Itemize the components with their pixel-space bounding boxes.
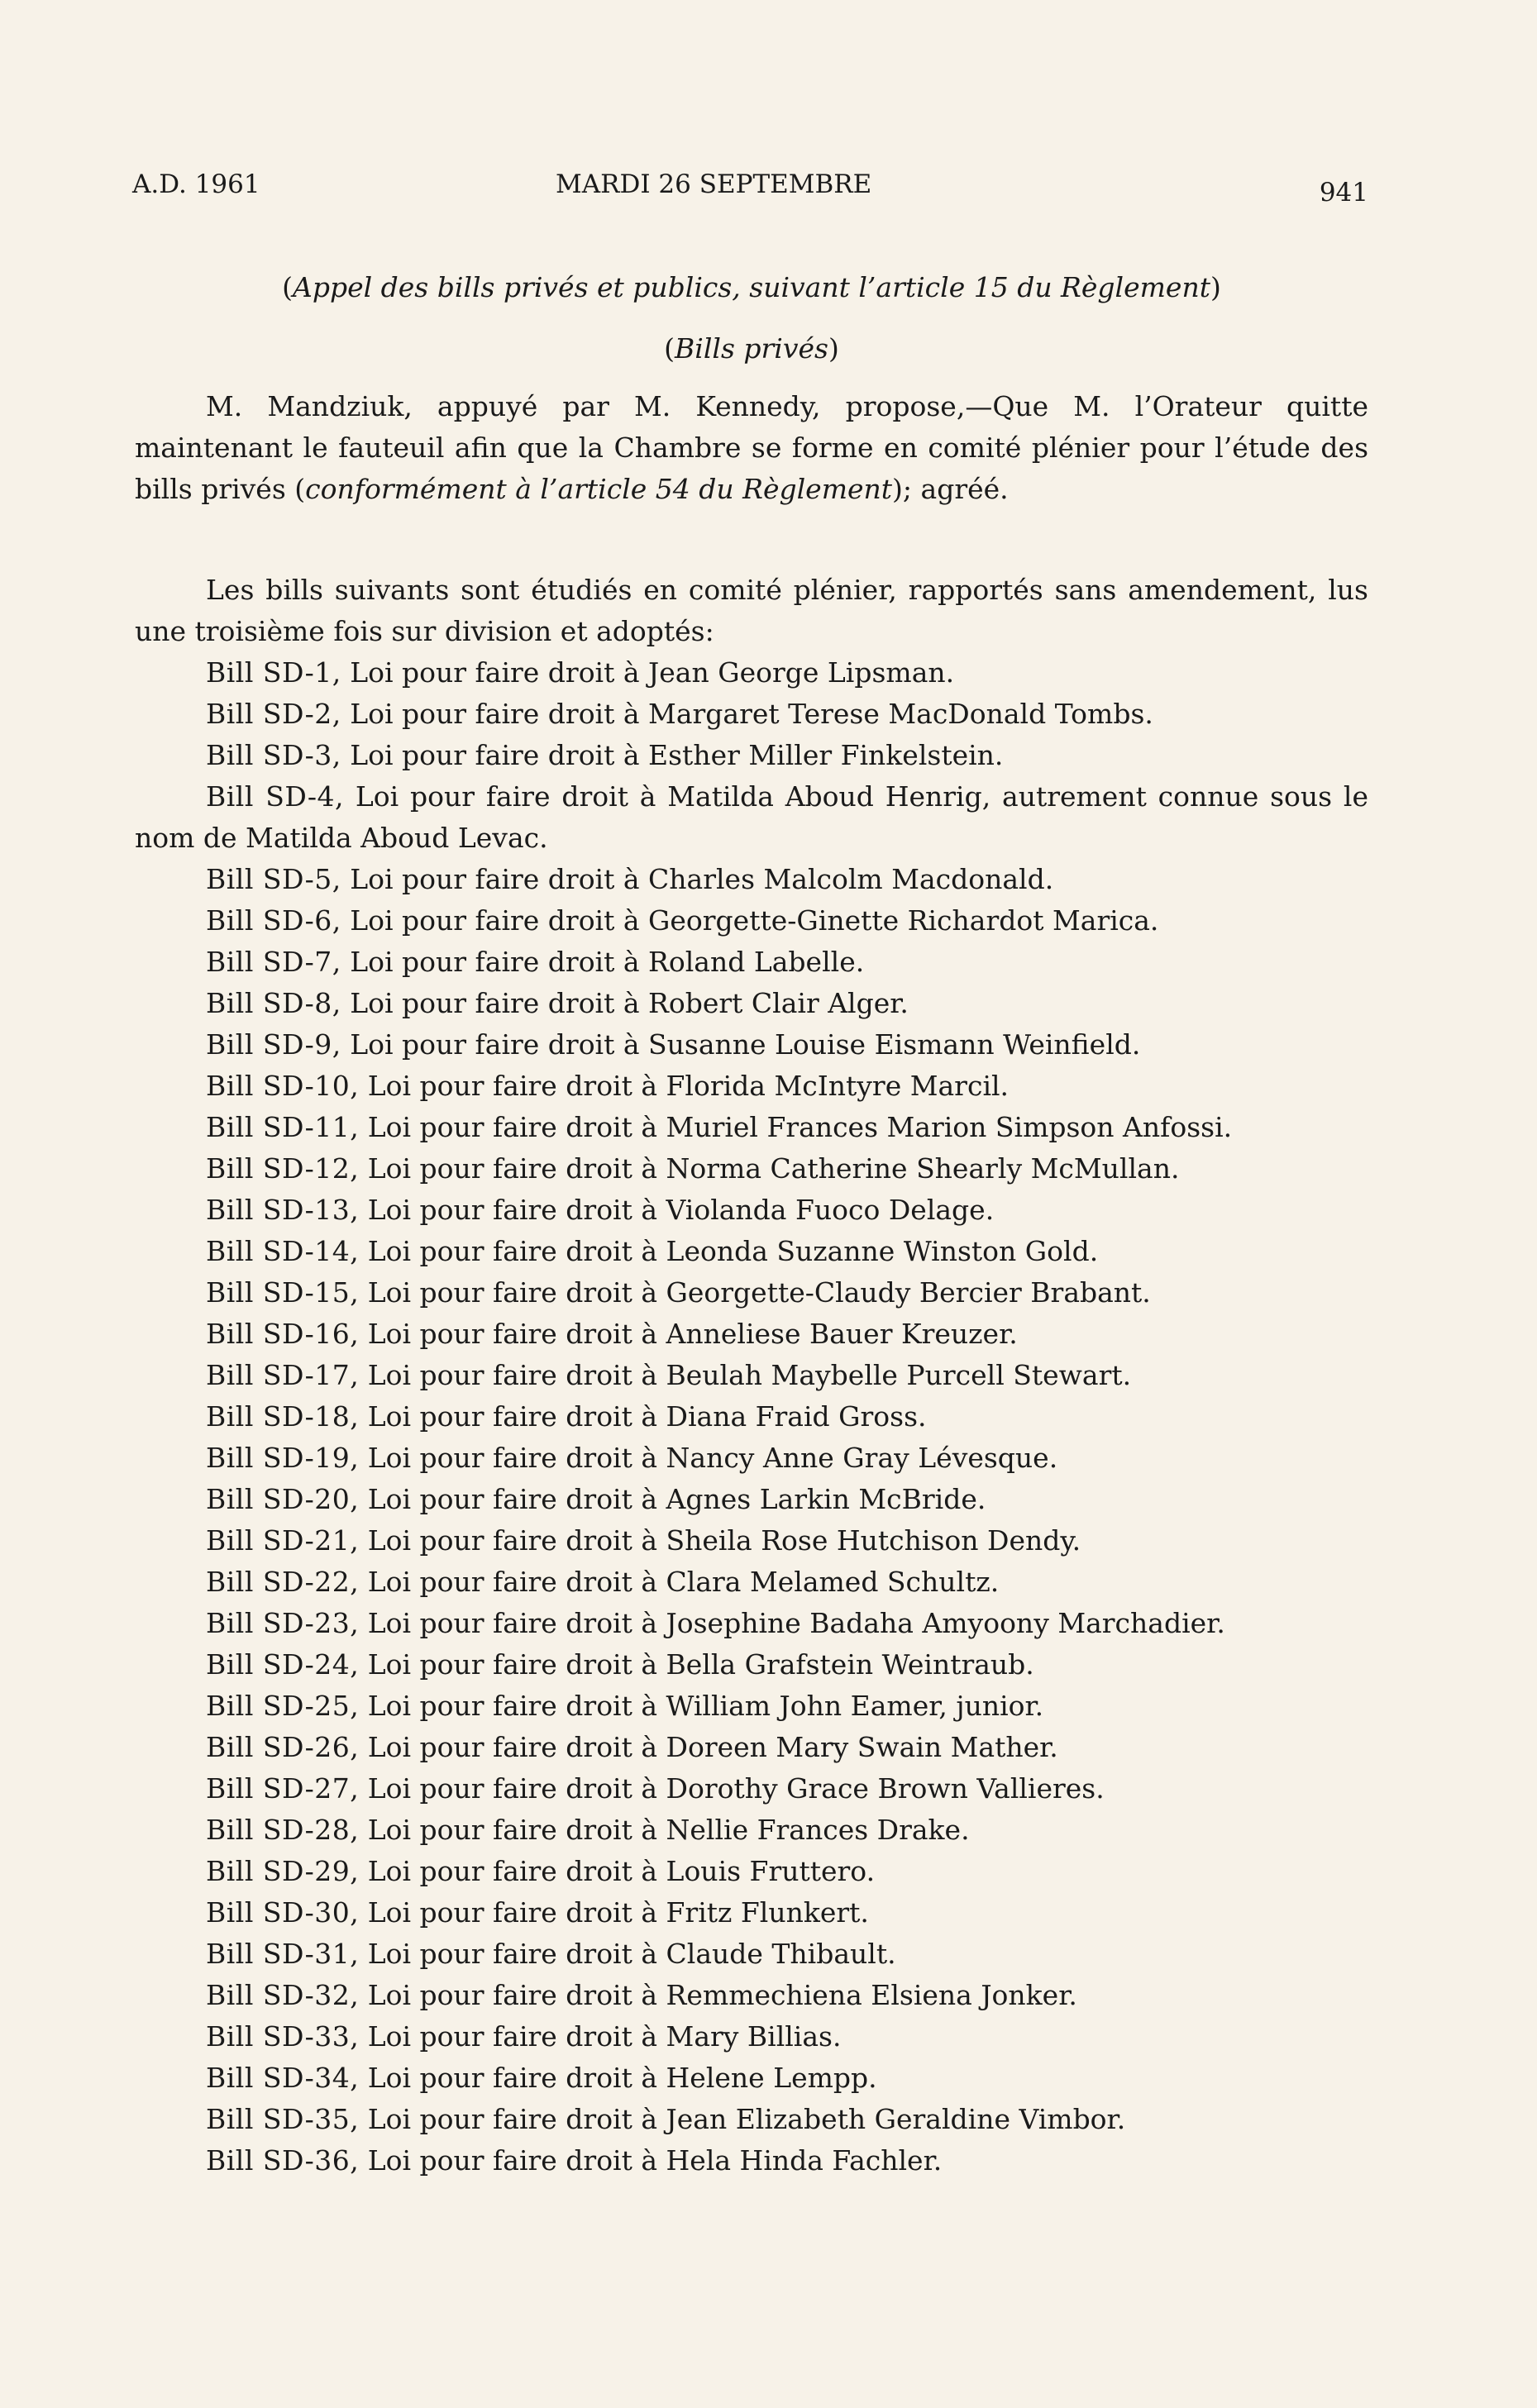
bill-number: Bill SD-4,: [206, 780, 345, 813]
bill-title: Loi pour faire droit à Robert Clair Alger.: [350, 987, 909, 1019]
bill-title: Loi pour faire droit à Norma Catherine Shearly McMullan.: [367, 1152, 1180, 1185]
bill-space: [359, 1111, 368, 1143]
bill-entry: [135, 2016, 1368, 2058]
bill-title: Loi pour faire droit à Jean George Lipsman.: [350, 656, 955, 689]
bill-number: Bill SD-2,: [206, 698, 341, 730]
bill-title: Loi pour faire droit à Charles Malcolm Macdonald.: [350, 863, 1054, 895]
bill-title: Loi pour faire droit à Esther Miller Finkelstein.: [350, 739, 1004, 771]
bill-entry: [135, 1644, 1368, 1686]
bill-title: Loi pour faire droit à Louis Fruttero.: [367, 1855, 876, 1887]
bill-space: [359, 1400, 368, 1433]
bill-number: Bill SD-16,: [206, 1318, 360, 1350]
bill-space: [341, 946, 351, 978]
bill-space: [359, 2020, 368, 2053]
running-header: [132, 169, 1368, 211]
bill-number: Bill SD-30,: [206, 1896, 360, 1929]
bill-title: Loi pour faire droit à Georgette-Ginette Richardot Marica.: [350, 904, 1159, 937]
bill-title: Loi pour faire droit à Beulah Maybelle Purcell Stewart.: [367, 1359, 1132, 1391]
bill-space: [359, 1731, 368, 1763]
bill-number: Bill SD-12,: [206, 1152, 360, 1185]
bill-space: [359, 1690, 368, 1722]
bill-space: [359, 1772, 368, 1805]
bill-title: Loi pour faire droit à Anneliese Bauer Kreuzer.: [367, 1318, 1018, 1350]
header-year: A.D. 1961: [132, 169, 260, 199]
bill-entry: [135, 1892, 1368, 1934]
bill-space: [359, 1566, 368, 1598]
bill-title: Loi pour faire droit à Hela Hinda Fachler.: [367, 2144, 943, 2177]
bill-number: Bill SD-34,: [206, 2062, 360, 2094]
bill-entry: [135, 983, 1368, 1024]
bill-title: Loi pour faire droit à William John Eamer, junior.: [367, 1690, 1044, 1722]
header-date: MARDI 26 SEPTEMBRE: [556, 169, 872, 199]
bill-space: [359, 1070, 368, 1102]
bill-space: [359, 1152, 368, 1185]
bill-entry: [135, 1190, 1368, 1231]
bill-entry: [135, 2099, 1368, 2140]
bill-number: Bill SD-3,: [206, 739, 341, 771]
bill-space: [359, 2103, 368, 2135]
bill-space: [341, 656, 351, 689]
bill-number: Bill SD-8,: [206, 987, 341, 1019]
bill-entry: [135, 1355, 1368, 1396]
bill-number: Bill SD-7,: [206, 946, 341, 978]
bill-title: Loi pour faire droit à Clara Melamed Schultz.: [367, 1566, 1000, 1598]
page-number: 941: [1319, 178, 1368, 207]
bill-title: Loi pour faire droit à Violanda Fuoco Delage.: [367, 1194, 995, 1226]
bill-space: [359, 1276, 368, 1309]
bill-space: [359, 1938, 368, 1970]
bill-title: Loi pour faire droit à Agnes Larkin McBride.: [367, 1483, 986, 1515]
bill-entry: [135, 1562, 1368, 1603]
bills-prives-close-paren: ): [828, 332, 839, 365]
bill-number: Bill SD-21,: [206, 1524, 360, 1557]
bill-entry: [135, 1810, 1368, 1851]
bill-space: [359, 1979, 368, 2011]
bill-space: [359, 1648, 368, 1681]
bill-number: Bill SD-36,: [206, 2144, 360, 2177]
motion-italic-reference: conformément à l’article 54 du Règlement: [305, 473, 893, 505]
intro-paragraph: Les bills suivants sont étudiés en comité plénier, rapportés sans amendement, lus une troisième fois sur division et adoptés:: [135, 574, 1368, 647]
bill-entry: [135, 776, 1368, 859]
bill-number: Bill SD-13,: [206, 1194, 360, 1226]
bill-title: Loi pour faire droit à Muriel Frances Marion Simpson Anfossi.: [367, 1111, 1233, 1143]
bill-number: Bill SD-29,: [206, 1855, 360, 1887]
bill-entry: [135, 2140, 1368, 2182]
bill-number: Bill SD-26,: [206, 1731, 360, 1763]
bill-title: Loi pour faire droit à Florida McIntyre Marcil.: [367, 1070, 1010, 1102]
bill-number: Bill SD-9,: [206, 1028, 341, 1061]
bill-number: Bill SD-5,: [206, 863, 341, 895]
bill-title: Loi pour faire droit à Jean Elizabeth Geraldine Vimbor.: [367, 2103, 1126, 2135]
bill-number: Bill SD-14,: [206, 1235, 360, 1267]
bill-space: [341, 739, 351, 771]
appel-open-paren: (: [282, 271, 293, 303]
bill-title: Loi pour faire droit à Bella Grafstein Weintraub.: [367, 1648, 1034, 1681]
bill-number: Bill SD-1,: [206, 656, 341, 689]
bill-space: [359, 1483, 368, 1515]
bill-title: Loi pour faire droit à Matilda Aboud Henrig, autrement connue sous le nom de Matilda Aboud Levac.: [135, 780, 1368, 854]
bill-entry: [135, 1686, 1368, 1727]
bill-entry: [135, 942, 1368, 983]
bill-entry: [135, 1314, 1368, 1355]
bill-title: Loi pour faire droit à Roland Labelle.: [350, 946, 865, 978]
bill-title: Loi pour faire droit à Fritz Flunkert.: [367, 1896, 869, 1929]
bill-title: Loi pour faire droit à Margaret Terese MacDonald Tombs.: [350, 698, 1153, 730]
bill-entry: [135, 1438, 1368, 1479]
bills-prives-open-paren: (: [664, 332, 675, 365]
bill-space: [359, 2144, 368, 2177]
bill-number: Bill SD-23,: [206, 1607, 360, 1639]
appel-close-paren: ): [1210, 271, 1221, 303]
bill-title: Loi pour faire droit à Leonda Suzanne Winston Gold.: [367, 1235, 1099, 1267]
bill-number: Bill SD-32,: [206, 1979, 360, 2011]
bill-entry: [135, 1066, 1368, 1107]
bill-entry: [135, 900, 1368, 942]
bill-list: [135, 652, 1368, 2182]
page-body: [135, 267, 1368, 2182]
bill-entry: [135, 1727, 1368, 1768]
bill-title: Loi pour faire droit à Nellie Frances Drake.: [367, 1814, 970, 1846]
bill-entry: [135, 1851, 1368, 1892]
bill-space: [344, 780, 356, 813]
bill-entry: [135, 1520, 1368, 1562]
appel-heading: [135, 267, 1368, 308]
bill-entry: [135, 735, 1368, 776]
bill-space: [341, 987, 351, 1019]
bill-entry: [135, 1231, 1368, 1272]
bill-space: [341, 904, 351, 937]
motion-tail: ); agréé.: [892, 473, 1009, 505]
bill-number: Bill SD-35,: [206, 2103, 360, 2135]
bill-title: Loi pour faire droit à Dorothy Grace Brown Vallieres.: [367, 1772, 1105, 1805]
bill-entry: [135, 652, 1368, 694]
bill-number: Bill SD-24,: [206, 1648, 360, 1681]
bill-title: Loi pour faire droit à Doreen Mary Swain Mather.: [367, 1731, 1058, 1763]
bill-number: Bill SD-28,: [206, 1814, 360, 1846]
bill-entry: [135, 2058, 1368, 2099]
bill-number: Bill SD-33,: [206, 2020, 360, 2053]
bill-space: [359, 1359, 368, 1391]
bill-entry: [135, 1148, 1368, 1190]
bill-title: Loi pour faire droit à Diana Fraid Gross.: [367, 1400, 927, 1433]
bill-space: [341, 863, 351, 895]
bill-number: Bill SD-18,: [206, 1400, 360, 1433]
bill-space: [359, 1524, 368, 1557]
bill-space: [359, 2062, 368, 2094]
bill-number: Bill SD-17,: [206, 1359, 360, 1391]
bill-title: Loi pour faire droit à Josephine Badaha Amyoony Marchadier.: [367, 1607, 1225, 1639]
bill-space: [359, 1814, 368, 1846]
bill-number: Bill SD-11,: [206, 1111, 360, 1143]
bill-entry: [135, 1768, 1368, 1810]
bill-entry: [135, 1975, 1368, 2016]
bill-entry: [135, 1396, 1368, 1438]
bill-title: Loi pour faire droit à Sheila Rose Hutchison Dendy.: [367, 1524, 1081, 1557]
bill-title: Loi pour faire droit à Mary Billias.: [367, 2020, 842, 2053]
bill-space: [359, 1194, 368, 1226]
bills-prives-heading: [135, 328, 1368, 370]
motion-paragraph: [135, 386, 1368, 510]
bill-number: Bill SD-25,: [206, 1690, 360, 1722]
bill-title: Loi pour faire droit à Susanne Louise Eismann Weinfield.: [350, 1028, 1141, 1061]
bill-number: Bill SD-6,: [206, 904, 341, 937]
bill-space: [359, 1896, 368, 1929]
bill-title: Loi pour faire droit à Remmechiena Elsiena Jonker.: [367, 1979, 1077, 2011]
motion-text: M. Mandziuk, appuyé par M. Kennedy, propose,—Que M. l’Orateur quitte maintenant le fauteuil afin que la Chambre se forme en comité plénier pour l’étude des bills privés (: [135, 390, 1368, 505]
bill-space: [341, 1028, 351, 1061]
bill-entry: [135, 1107, 1368, 1148]
bill-number: Bill SD-22,: [206, 1566, 360, 1598]
bill-space: [359, 1442, 368, 1474]
bill-entry: [135, 1024, 1368, 1066]
bill-title: Loi pour faire droit à Nancy Anne Gray Lévesque.: [367, 1442, 1058, 1474]
bill-title: Loi pour faire droit à Helene Lempp.: [367, 2062, 877, 2094]
bill-number: Bill SD-10,: [206, 1070, 360, 1102]
bills-prives-heading-text: Bills privés: [675, 332, 828, 365]
bill-entry: [135, 1272, 1368, 1314]
bill-space: [341, 698, 351, 730]
bill-number: Bill SD-15,: [206, 1276, 360, 1309]
bill-space: [359, 1235, 368, 1267]
appel-heading-text: Appel des bills privés et publics, suivant l’article 15 du Règlement: [293, 271, 1210, 303]
bill-number: Bill SD-27,: [206, 1772, 360, 1805]
bill-space: [359, 1318, 368, 1350]
bill-title: Loi pour faire droit à Claude Thibault.: [367, 1938, 896, 1970]
bill-number: Bill SD-31,: [206, 1938, 360, 1970]
bill-title: Loi pour faire droit à Georgette-Claudy Bercier Brabant.: [367, 1276, 1151, 1309]
bill-space: [359, 1855, 368, 1887]
bill-entry: [135, 1934, 1368, 1975]
bill-entry: [135, 694, 1368, 735]
bill-number: Bill SD-19,: [206, 1442, 360, 1474]
bill-space: [359, 1607, 368, 1639]
bill-entry: [135, 1479, 1368, 1520]
bill-entry: [135, 1603, 1368, 1644]
bill-entry: [135, 859, 1368, 900]
bill-number: Bill SD-20,: [206, 1483, 360, 1515]
